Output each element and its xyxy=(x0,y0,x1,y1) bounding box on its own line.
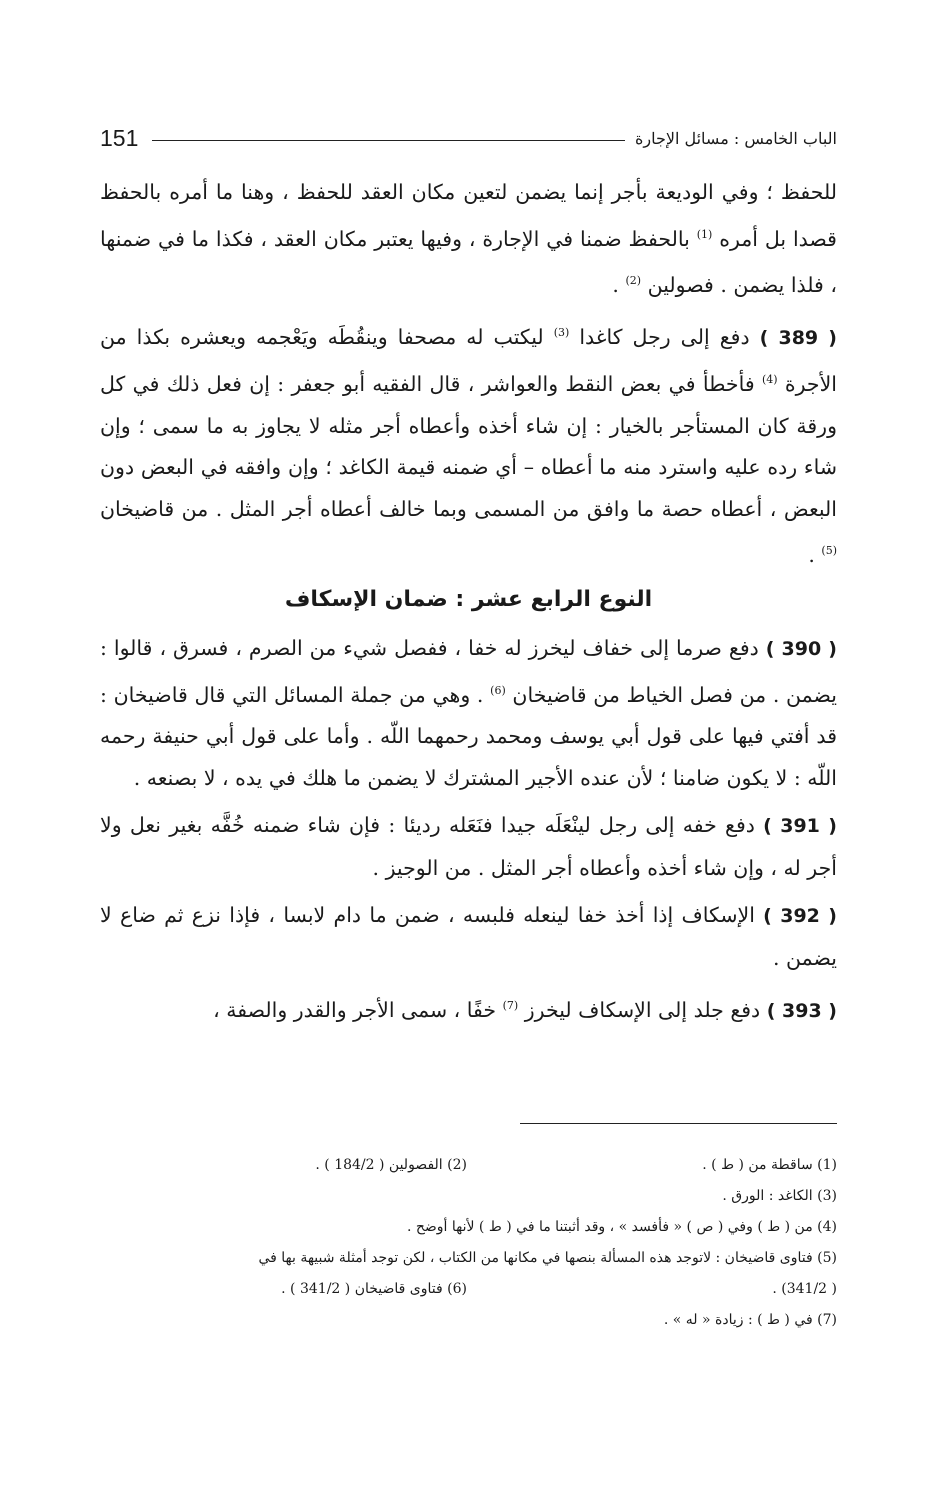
footnote-ref-2: (2) xyxy=(625,273,642,287)
running-title: الباب الخامس : مسائل الإجارة xyxy=(634,128,837,148)
footnote-1: (1) ساقطة من ( ط ) . xyxy=(702,1157,837,1173)
issue-391: ( 391 ) دفع خفه إلى رجل لينْعَلَه جيدا فنَعَله رديئا : فإن شاء ضمنه خُفَّه بغير نعل ولا أجر له ، وإن شاء أخذه وأعطاه أجر المثل . من الوجيز . xyxy=(100,813,837,880)
footnote-3: (3) الكاغد : الورق . xyxy=(722,1188,837,1204)
footnote-2: (2) الفصولين ( 184/2 ) . xyxy=(315,1157,467,1173)
page-number: 151 xyxy=(100,124,139,151)
footnote-ref-4: (4) xyxy=(761,373,778,387)
issue-number: ( 392 ) xyxy=(763,905,837,928)
header-rule xyxy=(152,140,625,141)
issue-number: ( 393 ) xyxy=(766,1000,837,1023)
footnote-ref-6: (6) xyxy=(490,684,506,698)
footnote-5-continued: ( 341/2) . xyxy=(772,1281,837,1297)
footnote-ref-5: (5) xyxy=(821,544,837,558)
issue-number: ( 390 ) xyxy=(765,637,837,660)
footnote-separator xyxy=(520,1123,837,1124)
issue-392: ( 392 ) الإسكاف إذا أخذ خفا لينعله فلبسه ، ضمن ما دام لابسا ، فإذا نزع ثم ضاع لا يضمن . xyxy=(100,903,837,970)
footnotes xyxy=(100,1150,837,1336)
footnote-4: (4) من ( ط ) وفي ( ص ) « فأفسد » ، وقد أثبتنا ما في ( ط ) لأنها أوضح . xyxy=(406,1219,837,1235)
issue-number: ( 391 ) xyxy=(763,815,837,838)
footnote-ref-1: (1) xyxy=(696,227,713,241)
footnote-7: (7) في ( ط ) : زيادة « له » . xyxy=(663,1312,837,1328)
section-heading: النوع الرابع عشر : ضمان الإسكاف xyxy=(284,586,653,612)
footnote-ref-3: (3) xyxy=(553,326,570,340)
main-text xyxy=(100,172,837,1039)
issue-390: ( 390 ) دفع صرما إلى خفاف ليخرز له خفا ، ففصل شيء من الصرم ، فسرق ، قالوا : يضمن . من فصل الخياط من قاضيخان $^{(6)}$ . وهي من جملة المسائل التي قال قاضيخان : قد أفتي فيها على قول أبي يوسف ومحمد رحمهما اللّه . وأما على قول أبي حنيفة رحمه اللّه : لا يكون ضامنا ؛ لأن عنده الأجير المشترك لا يضمن ما هلك في يده ، لا بصنعه . xyxy=(100,635,837,790)
issue-number: ( 389 ) xyxy=(759,326,837,349)
issue-389: ( 389 ) دفع إلى رجل كاغدا $^{(3)}$ ليكتب له مصحفا وينقُطَه ويَعْجمه ويعشره بكذا من الأجرة $^{(4)}$ فأخطأ في بعض النقط والعواشر ، قال الفقيه أبو جعفر : إن فعل ذلك في كل ورقة كان المستأجر بالخيار : إن شاء أخذه وأعطاه أجر مثله لا يجاوز به ما سمى ؛ وإن شاء رده عليه واسترد منه ما أعطاه – أي ضمنه قيمة الكاغد ؛ وإن وافقه في البعض دون البعض ، أعطاه حصة ما وافق من المسمى وبما خالف أعطاه أجر المثل . من قاضيخان $^{(5)}$ . xyxy=(100,324,837,568)
footnote-row xyxy=(100,1274,837,1305)
footnote-5: (5) فتاوى قاضيخان : لاتوجد هذه المسألة بنصها في مكانها من الكتاب ، لكن توجد أمثلة شبيهة بها في xyxy=(258,1250,837,1266)
paragraph-continuation: للحفظ ؛ وفي الوديعة بأجر إنما يضمن لتعين مكان العقد للحفظ ، وهنا ما أمره بالحفظ قصدا بل أمره $^{(1)}$ بالحفظ ضمنا في الإجارة ، وفيها يعتبر مكان العقد ، فكذا ما في ضمنها ، فلذا يضمن . فصولين $^{(2)}$ . xyxy=(100,180,837,297)
issue-393: ( 393 ) دفع جلد إلى الإسكاف ليخرز $^{(7)}$ خفًا ، سمى الأجر والقدر والصفة ، xyxy=(213,998,837,1023)
footnote-row xyxy=(100,1150,837,1181)
footnote-ref-7: (7) xyxy=(502,999,519,1013)
footnote-6: (6) فتاوى قاضيخان ( 341/2 ) . xyxy=(281,1281,467,1297)
page-header xyxy=(100,118,837,158)
